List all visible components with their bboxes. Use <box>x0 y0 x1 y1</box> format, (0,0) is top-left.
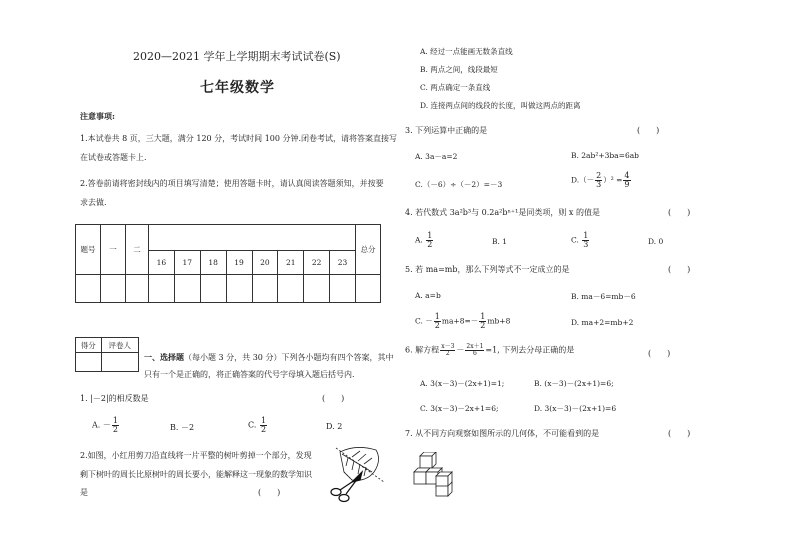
q1-a-label: A. － <box>92 420 111 430</box>
grader-pingjuanren-cell[interactable] <box>101 353 138 372</box>
score-cell[interactable] <box>226 275 252 303</box>
q1-stem: 1. |－2|的相反数是 <box>80 394 149 403</box>
q6-minus: － <box>456 345 465 355</box>
notice-item2-line1: 2.答卷前请将密封线内的项目填写清楚；使用答题卡时，请认真阅读答题须知，并按要 <box>80 179 384 188</box>
q1-c-den: 2 <box>260 425 267 434</box>
score-sub-23: 23 <box>330 251 356 275</box>
score-col-3-header <box>149 225 356 251</box>
q5-c-end: mb+8 <box>487 316 511 326</box>
q5-c-mid: ma+8=－ <box>441 316 479 326</box>
grader-pingjuanren: 评卷人 <box>101 338 138 353</box>
q1-a-den: 2 <box>112 425 118 434</box>
q3-d-label: D.（－ <box>571 175 595 185</box>
q3-option-d[interactable] <box>571 172 632 189</box>
q1-a-num: 1 <box>112 416 118 425</box>
score-cell[interactable] <box>200 275 226 303</box>
grader-defen-cell[interactable] <box>76 353 102 372</box>
score-col-2: 二 <box>126 225 149 275</box>
notice-item2-line2: 求去做. <box>80 198 107 207</box>
q1-option-d[interactable]: D. 2 <box>326 422 343 431</box>
q3-paren[interactable]: ( ) <box>637 126 660 135</box>
q6-f1-den: 2 <box>445 350 450 357</box>
q4-stem: 4. 若代数式 3a²b³与 0.2a²bⁿ⁺¹是同类项，则 x 的值是 <box>405 208 600 217</box>
section1-intro-line2: 只有一个是正确的，将正确答案的代号字母填入题后括号内. <box>144 370 355 379</box>
leaf-scissors-figure <box>326 442 386 504</box>
cubes-icon <box>414 452 452 496</box>
q6-f2-num: 2x＋1 <box>466 343 484 350</box>
q4-a-num: 1 <box>427 231 433 240</box>
grader-defen: 得分 <box>76 338 102 353</box>
q5-c-num2: 1 <box>480 312 486 321</box>
q3-d-mid: ）² = <box>603 175 623 185</box>
q4-option-d[interactable]: D. 0 <box>648 237 664 246</box>
q5-option-a[interactable]: A. a=b <box>415 291 441 300</box>
score-cell[interactable] <box>126 275 149 303</box>
q1-option-a[interactable] <box>92 417 120 434</box>
q6-option-a[interactable]: A. 3(x－3)－(2x+1)=1; <box>420 379 505 388</box>
q5-c-den1: 2 <box>434 321 440 330</box>
q2-paren[interactable]: ( ) <box>258 488 281 497</box>
score-cell[interactable] <box>252 275 278 303</box>
q5-option-b[interactable]: B. ma－6=mb－6 <box>571 292 636 301</box>
q5-paren[interactable]: ( ) <box>668 265 691 274</box>
q7-paren[interactable]: ( ) <box>668 429 691 438</box>
q6-f1-num: x－3 <box>441 343 455 350</box>
score-sub-17: 17 <box>174 251 200 275</box>
q5-c-den2: 2 <box>480 321 486 330</box>
q1-paren[interactable]: ( ) <box>322 394 345 403</box>
q6-option-d[interactable]: D. 3(x－3)－(2x+1)=6 <box>534 404 617 413</box>
q6-option-b[interactable]: B. (x－3)－(2x+1)=6; <box>534 379 614 388</box>
q3-d-num2: 4 <box>624 171 630 180</box>
q2-option-a[interactable]: A. 经过一点能画无数条直线 <box>420 47 513 56</box>
q4-c-label: C. <box>571 235 579 245</box>
q3-option-a[interactable]: A. 3a－a=2 <box>415 152 458 161</box>
section1-intro1: （每小题 3 分，共 30 分）下列各小题均有四个答案，其中 <box>184 353 394 362</box>
notice-item1-line1: 1.本试卷共 8 页，三大题，满分 120 分，考试时间 100 分钟.闭卷考试，请将答案直接写 <box>80 134 398 143</box>
q4-a-den: 2 <box>427 240 433 249</box>
score-sub-20: 20 <box>252 251 278 275</box>
score-col-1: 一 <box>101 225 126 275</box>
q2-line3: 是 <box>80 488 88 497</box>
score-cell[interactable] <box>101 275 126 303</box>
grader-box <box>75 337 139 372</box>
q6-option-c[interactable]: C. 3(x－3)－2x+1=6; <box>420 404 499 413</box>
q1-c-label: C. <box>248 420 257 430</box>
q6-stem-pre: 6. 解方程 <box>405 345 440 355</box>
q5-c-pre: C. － <box>415 316 433 326</box>
q5-stem: 5. 若 ma=mb，那么下列等式不一定成立的是 <box>405 265 570 274</box>
score-cell[interactable] <box>278 275 304 303</box>
exam-title: 2020—2021 学年上学期期末考试试卷(S) <box>133 50 341 63</box>
q4-paren[interactable]: ( ) <box>668 208 691 217</box>
q2-line1: 2.如图，小红用剪刀沿直线将一片平整的树叶剪掉一个部分，发现 <box>80 451 312 460</box>
cube-solid-figure <box>410 452 466 498</box>
q3-d-den1: 3 <box>596 180 602 189</box>
q2-option-c[interactable]: C. 两点确定一条直线 <box>420 83 491 92</box>
score-table <box>75 224 381 303</box>
notice-heading: 注意事项: <box>80 111 115 121</box>
q4-option-a[interactable] <box>415 232 434 249</box>
q6-paren[interactable]: ( ) <box>648 349 671 358</box>
scissors-icon <box>331 472 362 502</box>
score-cell[interactable] <box>356 275 381 303</box>
score-sub-22: 22 <box>304 251 330 275</box>
q3-d-num1: 2 <box>596 171 602 180</box>
q4-a-label: A. <box>415 235 423 245</box>
notice-item1-line2: 在试卷或答题卡上. <box>80 153 147 162</box>
score-cell[interactable] <box>76 275 101 303</box>
q4-option-c[interactable] <box>571 232 590 249</box>
q1-c-num: 1 <box>260 416 267 425</box>
q1-option-c[interactable] <box>248 417 268 434</box>
q4-c-num: 1 <box>583 231 589 240</box>
q7-stem: 7. 从不同方向观察如图所示的几何体，不可能看到的是 <box>405 429 600 438</box>
q3-d-den2: 9 <box>624 180 630 189</box>
score-cell[interactable] <box>304 275 330 303</box>
q3-option-b[interactable]: B. 2ab²+3ba=6ab <box>571 151 639 160</box>
section1-label: 一、选择题 <box>144 352 184 362</box>
score-sub-19: 19 <box>226 251 252 275</box>
score-sub-21: 21 <box>278 251 304 275</box>
q5-option-d[interactable]: D. ma+2=mb+2 <box>571 318 634 327</box>
q3-option-c[interactable]: C.（－6）÷（－2）=－3 <box>415 180 503 189</box>
q1-option-b[interactable]: B. －2 <box>170 423 195 432</box>
q2-line2: 剩下树叶的周长比原树叶的周长要小，能解释这一现象的数学知识 <box>80 470 312 479</box>
score-col-tihao: 题号 <box>76 225 101 275</box>
q5-c-num1: 1 <box>434 312 440 321</box>
section1-intro-line1 <box>144 352 393 363</box>
q4-option-b[interactable]: B. 1 <box>492 237 508 246</box>
score-sub-18: 18 <box>200 251 226 275</box>
score-sub-16: 16 <box>149 251 175 275</box>
q2-option-b[interactable]: B. 两点之间，线段最短 <box>420 65 498 74</box>
q2-option-d[interactable]: D. 连接两点间的线段的长度，叫做这两点的距离 <box>420 101 581 110</box>
q4-c-den: 3 <box>583 240 589 249</box>
q6-stem <box>405 344 574 357</box>
q5-option-c[interactable] <box>415 313 510 330</box>
score-cell[interactable] <box>149 275 175 303</box>
score-cell[interactable] <box>330 275 356 303</box>
score-cell[interactable] <box>174 275 200 303</box>
score-col-total: 总分 <box>356 225 381 275</box>
q6-stem-post: =1, 下列去分母正确的是 <box>485 345 575 355</box>
q6-f2-den: 6 <box>472 350 477 357</box>
exam-subtitle: 七年级数学 <box>200 80 275 96</box>
q3-stem: 3. 下列运算中正确的是 <box>405 126 488 135</box>
